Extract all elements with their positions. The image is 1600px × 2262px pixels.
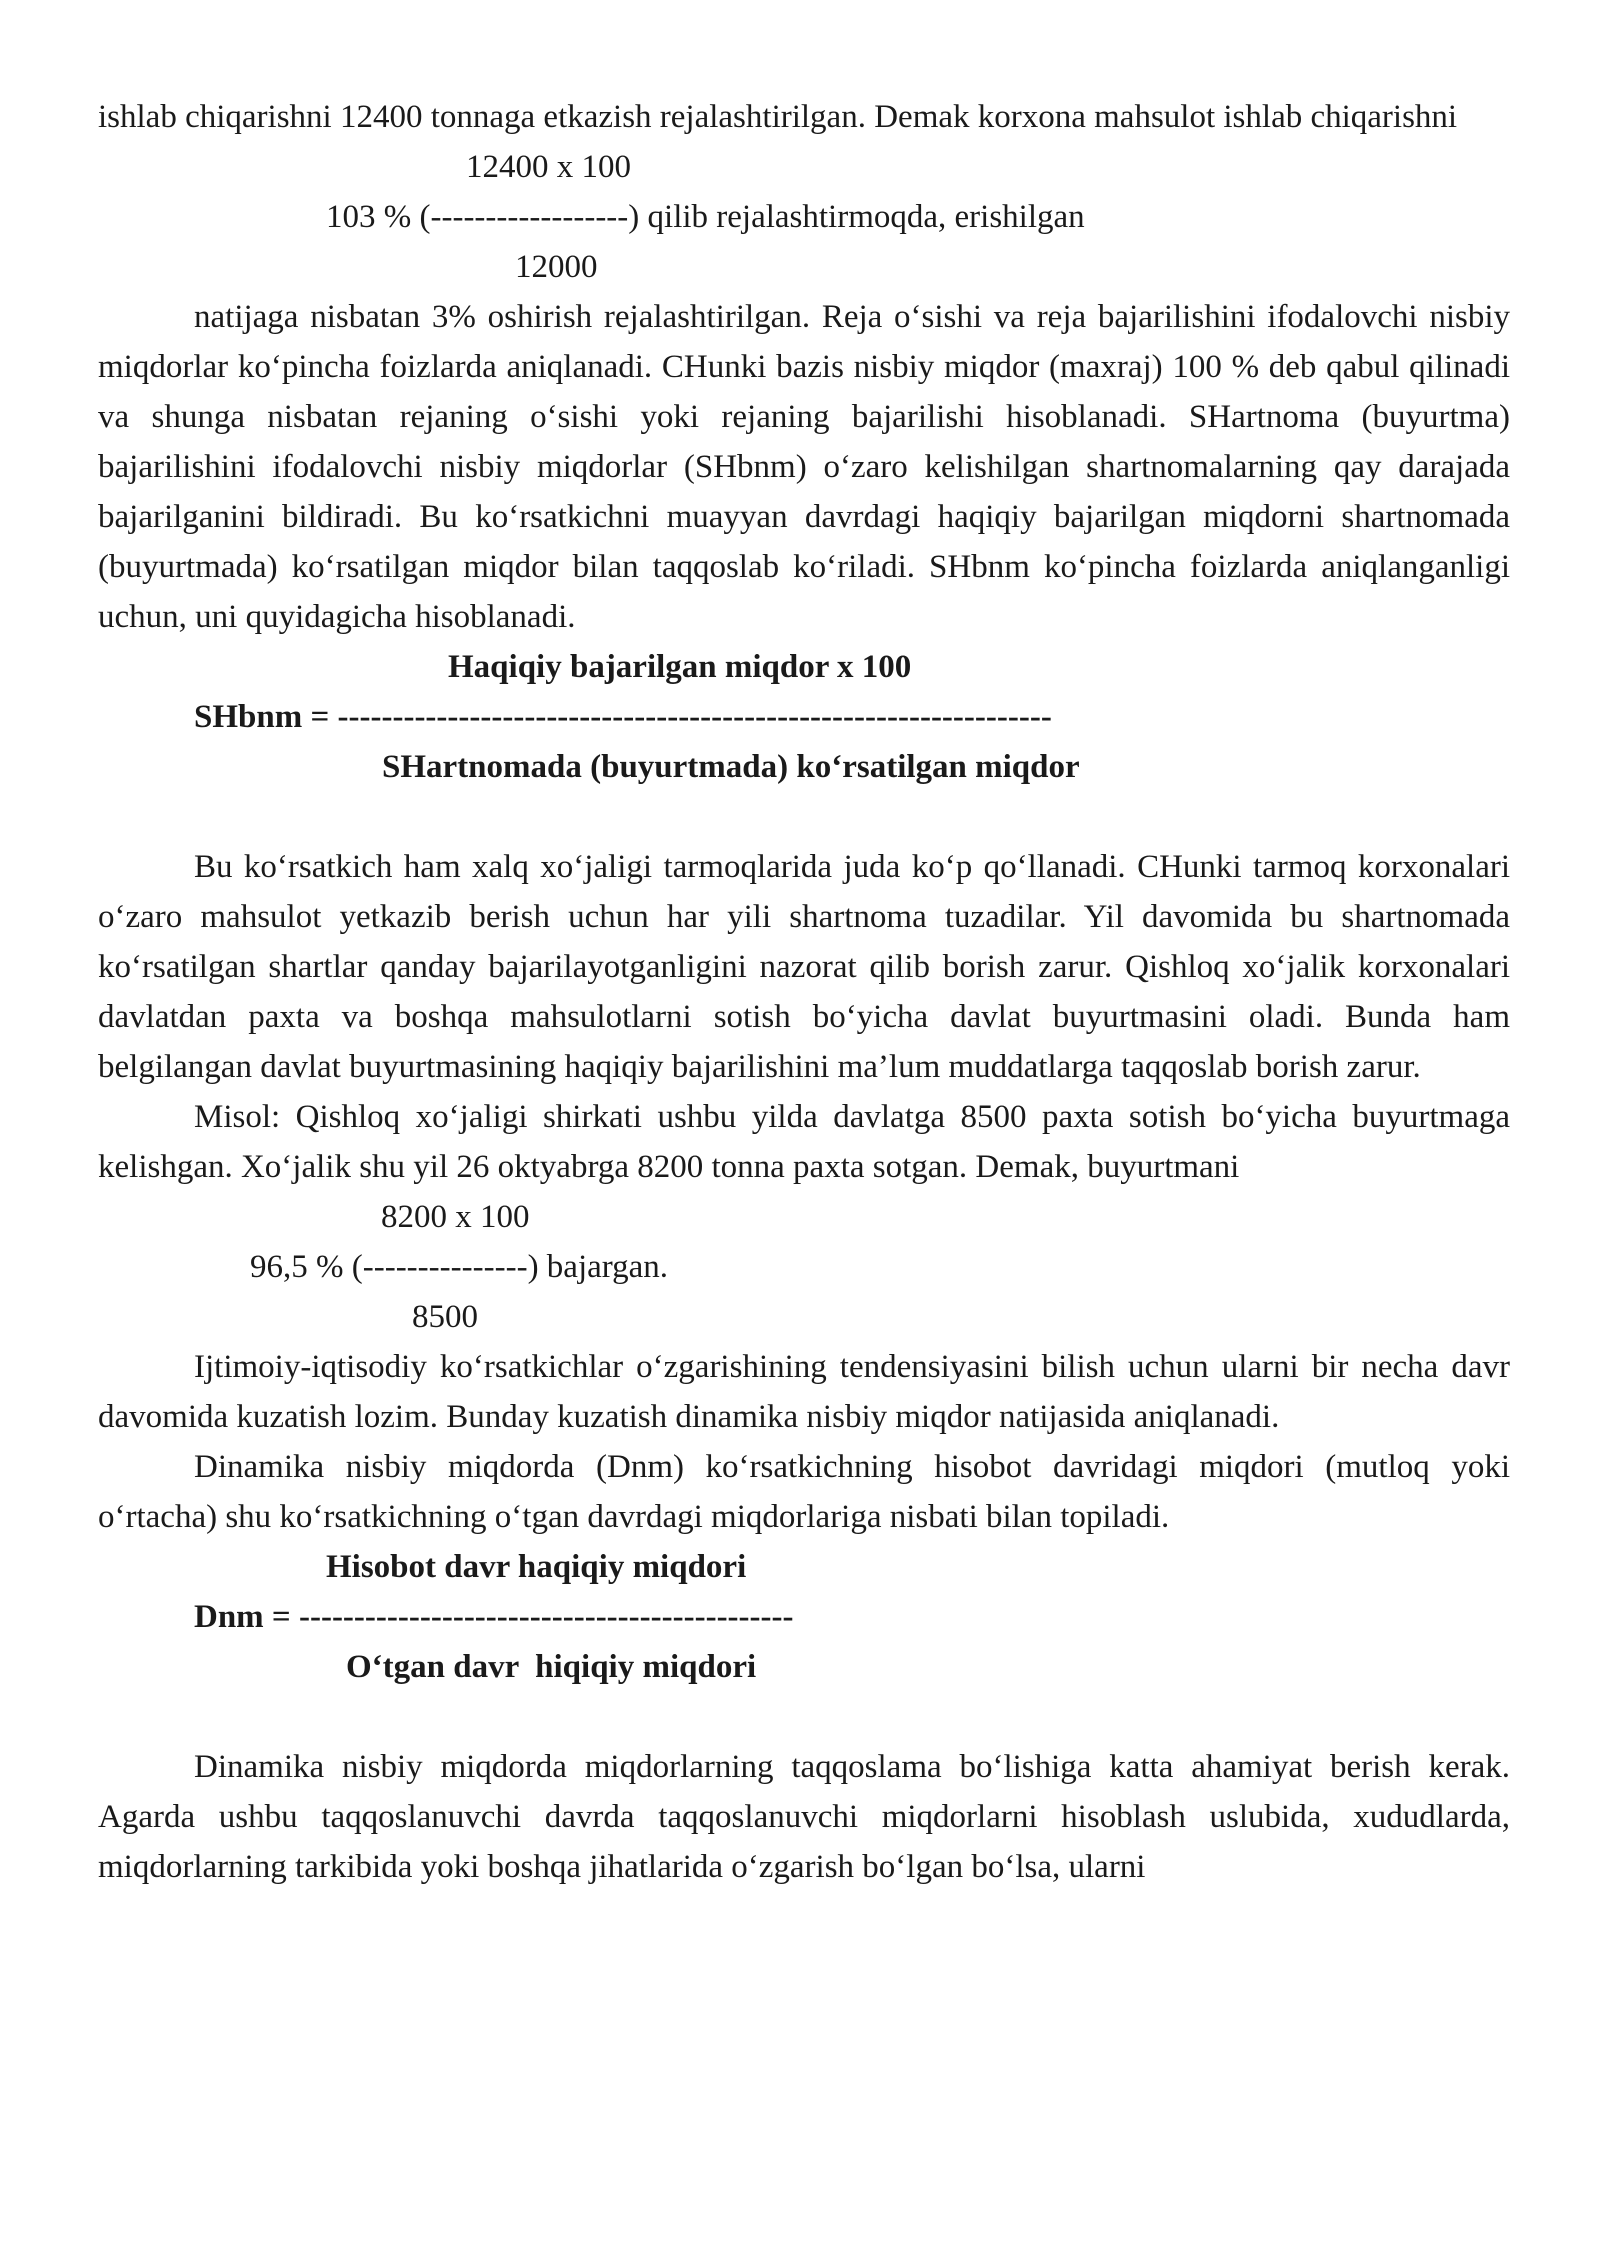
formula-line: SHbnm = ----------------------------------------------------------------- — [194, 699, 1052, 735]
paragraph-1: ishlab chiqarishni 12400 tonnaga etkazish rejalashtirilgan. Demak korxona mahsulot ishlab chiqarishni — [98, 99, 1458, 135]
paragraph-4: Misol: Qishloq xo‘jaligi shirkati ushbu yilda davlatga 8500 paxta sotish bo‘yicha buyurtmaga kelishgan. Xo‘jalik shu yil 26 oktyabrga 8200 tonna paxta sotgan. Demak, buyurtmani — [98, 1099, 1510, 1185]
spacer — [98, 792, 1510, 842]
formula-line: Dnm = --------------------------------------------- — [194, 1599, 794, 1635]
formula-numerator: Haqiqiy bajarilgan miqdor x 100 — [448, 649, 912, 685]
formula-numerator: Hisobot davr haqiqiy miqdori — [326, 1549, 747, 1585]
formula-numerator: 8200 x 100 — [381, 1199, 530, 1235]
paragraph-3: Bu ko‘rsatkich ham xalq xo‘jaligi tarmoqlarida juda ko‘p qo‘llanadi. CHunki tarmoq korxonalari o‘zaro mahsulot yetkazib berish uchun har yili shartnoma tuzadilar. Yil davomida bu shartnomada ko‘rsatilgan shartlar qanday bajarilayotganligini nazorat qilib borish zarur. Qishloq xo‘jalik korxonalari davlatdan paxta va boshqa mahsulotlarni sotish bo‘yicha davlat buyurtmasini oladi. Bunda ham belgilangan davlat buyurtmasining haqiqiy bajarilishini ma’lum muddatlarga taqqoslab borish zarur. — [98, 849, 1510, 1085]
formula-shbnm — [98, 642, 1510, 792]
formula-dnm — [98, 1542, 1510, 1692]
paragraph-7: Dinamika nisbiy miqdorda miqdorlarning taqqoslama bo‘lishiga katta ahamiyat berish kerak. Agarda ushbu taqqoslanuvchi davrda taqqoslanuvchi miqdorlarni hisoblash uslubida, xududlarda, miqdorlarning tarkibida yoki boshqa jihatlarida o‘zgarish bo‘lgan bo‘lsa, ularni — [98, 1749, 1510, 1885]
formula-denominator: 8500 — [412, 1299, 478, 1335]
paragraph-5: Ijtimoiy-iqtisodiy ko‘rsatkichlar o‘zgarishining tendensiyasini bilish uchun ularni bir necha davr davomida kuzatish lozim. Bunday kuzatish dinamika nisbiy miqdor natijasida aniqlanadi. — [98, 1349, 1510, 1435]
spacer — [98, 1692, 1510, 1742]
formula-order-fulfilment — [98, 1192, 1510, 1342]
document-page — [98, 92, 1510, 1892]
formula-line: 103 % (------------------) qilib rejalashtirmoqda, erishilgan — [326, 199, 1085, 235]
formula-denominator: O‘tgan davr hiqiqiy miqdori — [346, 1649, 757, 1685]
formula-denominator: 12000 — [515, 249, 598, 285]
paragraph-6: Dinamika nisbiy miqdorda (Dnm) ko‘rsatkichning hisobot davridagi miqdori (mutloq yoki o‘rtacha) shu ko‘rsatkichning o‘tgan davrdagi miqdorlariga nisbati bilan topiladi. — [98, 1449, 1510, 1535]
paragraph-2: natijaga nisbatan 3% oshirish rejalashtirilgan. Reja o‘sishi va reja bajarilishini ifodalovchi nisbiy miqdorlar ko‘pincha foizlarda aniqlanadi. CHunki bazis nisbiy miqdor (maxraj) 100 % deb qabul qilinadi va shunga nisbatan rejaning o‘sishi yoki rejaning bajarilishi hisoblanadi. SHartnoma (buyurtma) bajarilishini ifodalovchi nisbiy miqdorlar (SHbnm) o‘zaro kelishilgan shartnomalarning qay darajada bajarilganini bildiradi. Bu ko‘rsatkichni muayyan davrdagi haqiqiy bajarilgan miqdorni shartnomada (buyurtmada) ko‘rsatilgan miqdor bilan taqqoslab ko‘riladi. SHbnm ko‘pincha foizlarda aniqlanganligi uchun, uni quyidagicha hisoblanadi. — [98, 299, 1510, 635]
formula-line: 96,5 % (---------------) bajargan. — [250, 1249, 669, 1285]
formula-plan-growth — [98, 142, 1510, 292]
formula-denominator: SHartnomada (buyurtmada) ko‘rsatilgan miqdor — [382, 749, 1080, 785]
formula-numerator: 12400 x 100 — [466, 149, 631, 185]
